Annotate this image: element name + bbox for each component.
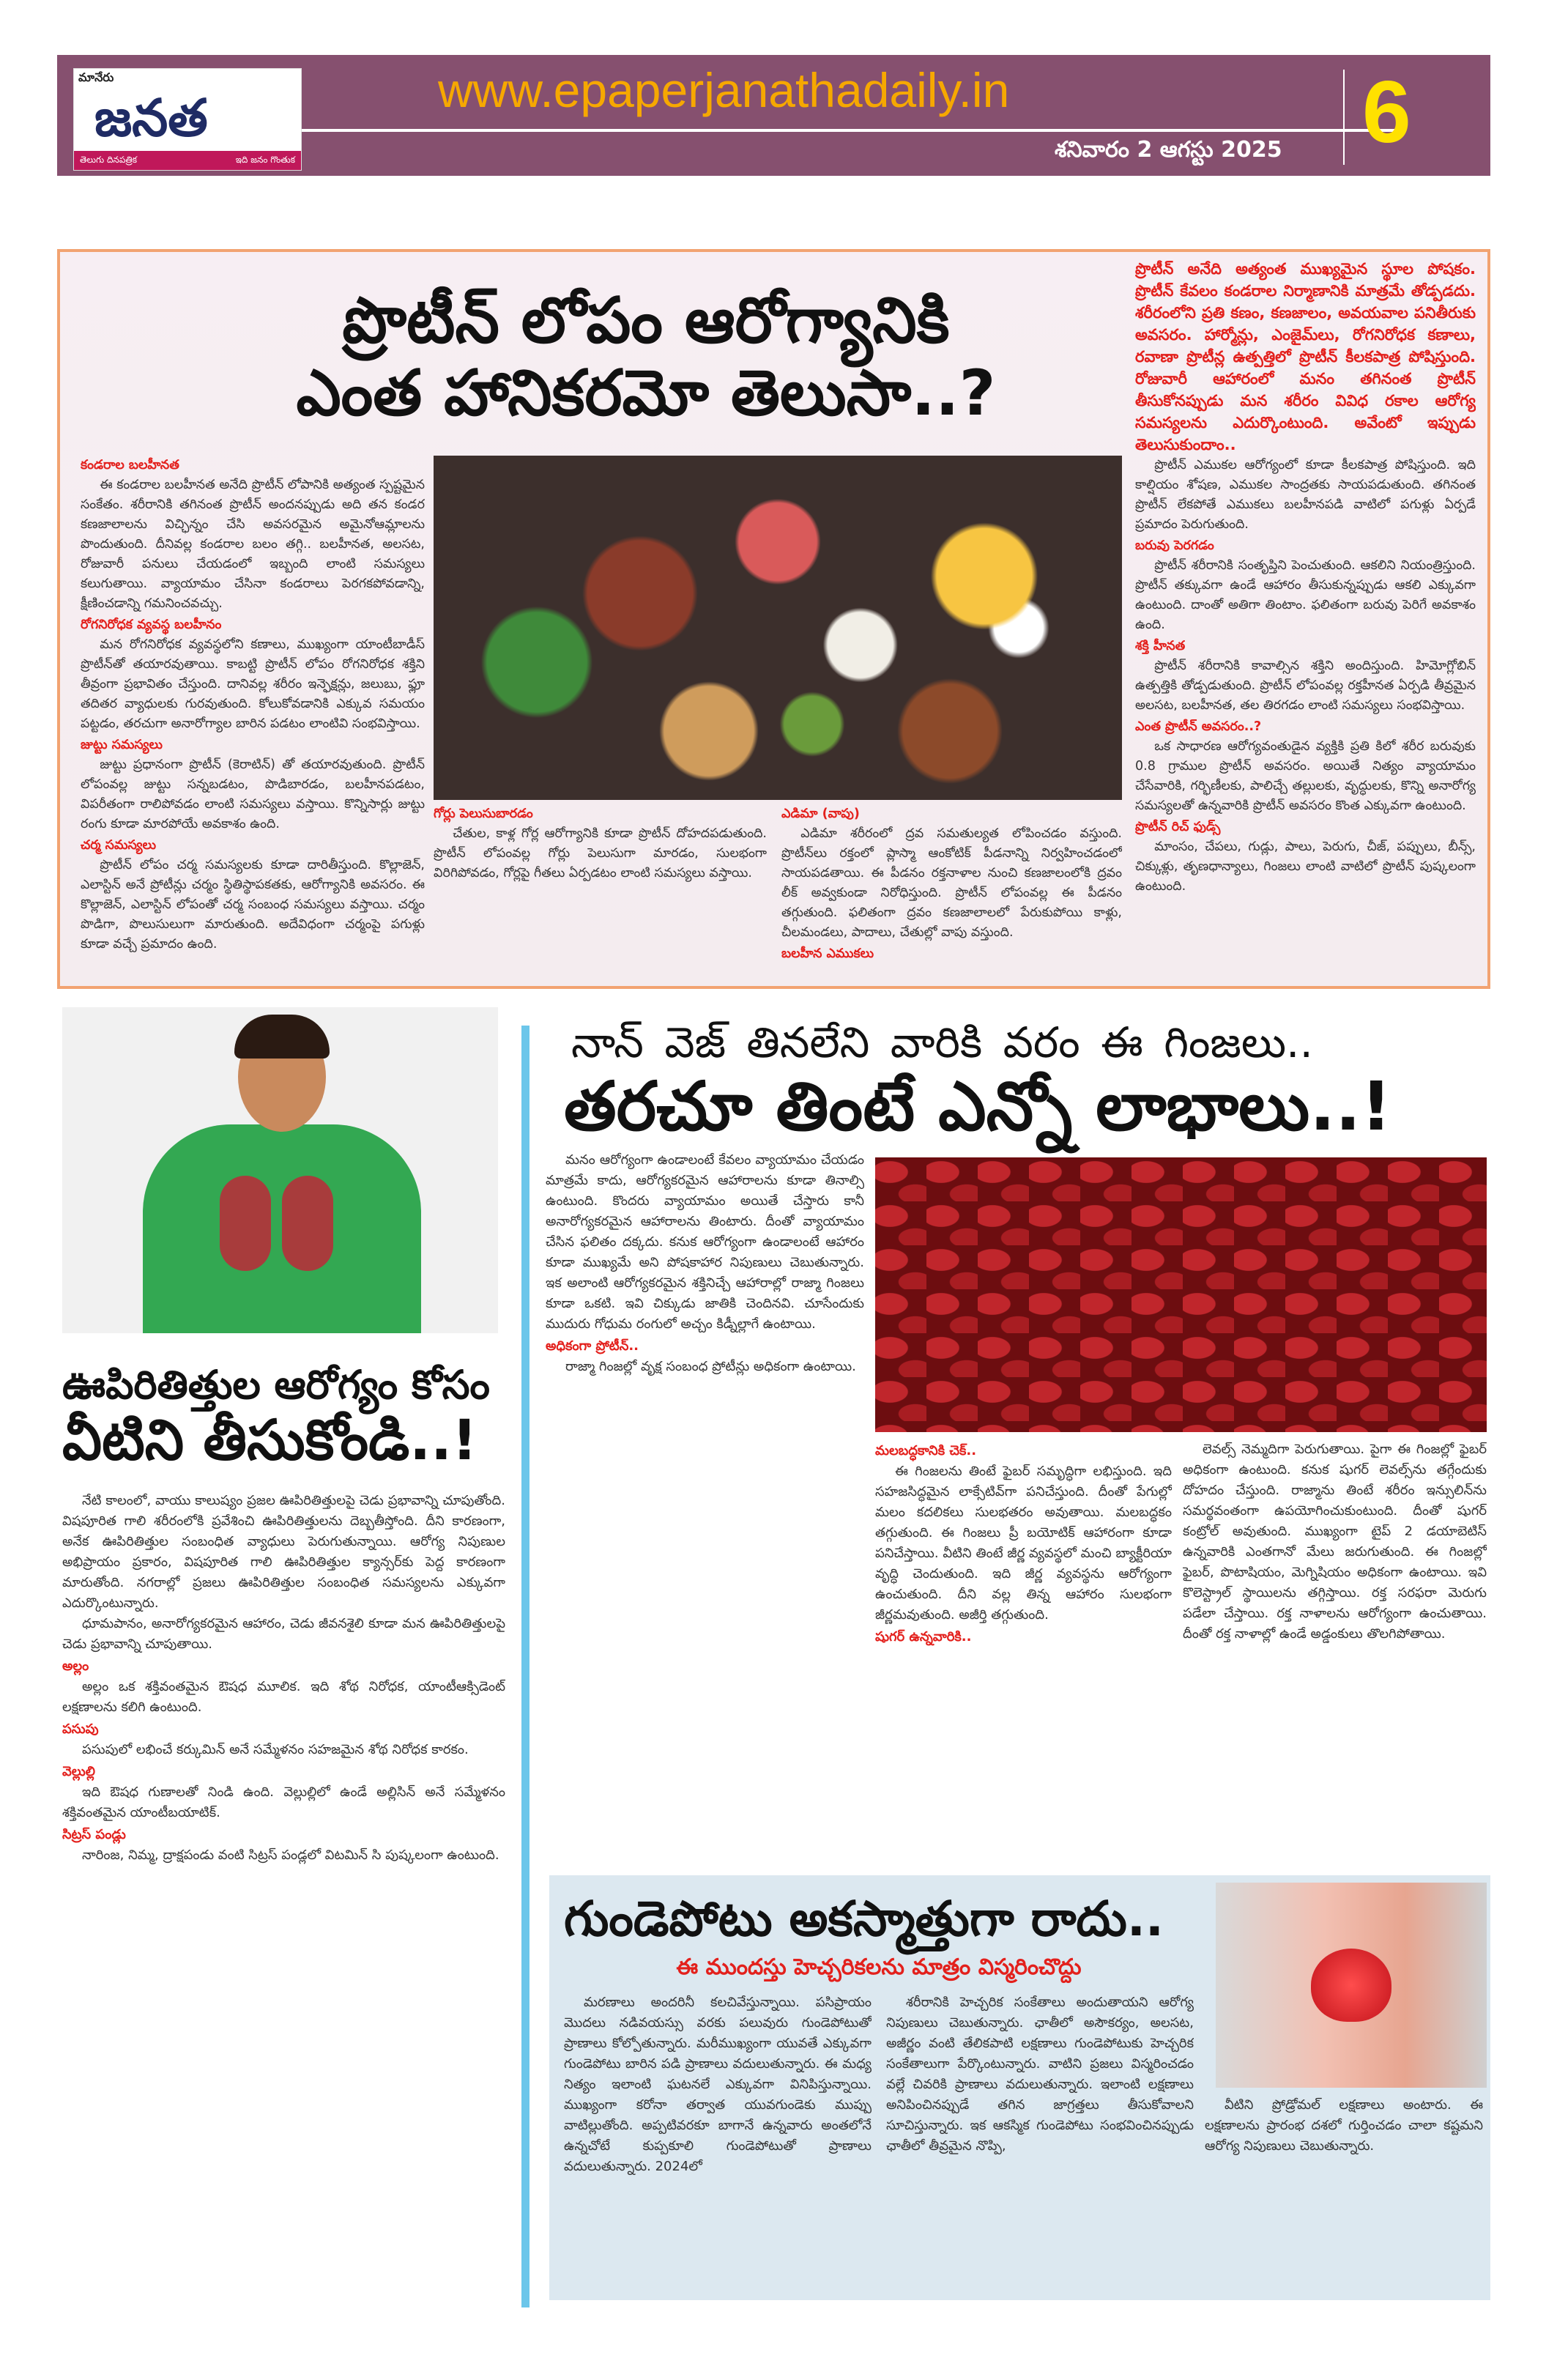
paragraph: ప్రొటీన్ శరీరానికి కావాల్సిన శక్తిని అందిస్తుంది. హిమోగ్లోబిన్ ఉత్పత్తికి తోడ్పడుతుంది. ప్రొటీన్ లోపంవల్ల రక్తహీనత ఏర్పడి తీవ్రమైన అలసట, బలహీనత, తల తిరగడం లాంటి సమస్యలు సంభవిస్తాయి. [1135,659,1476,713]
lungs-body [62,1491,505,2307]
paragraph: ప్రొటీన్ ఎముకల ఆరోగ్యంలో కూడా కీలకపాత్ర పోషిస్తుంది. ఇది కాల్షియం శోషణ, ఎముకల సాంద్రతకు సాయపడుతుంది. తగినంత ప్రొటీన్ లేకపోతే ఎముకలు బలహీనపడి వాటిలో పగుళ్లు ఏర్పడే ప్రమాదం పెరుగుతుంది. [1135,458,1476,532]
paragraph: శరీరానికి హెచ్చరిక సంకేతాలు అందుతాయని ఆరోగ్య నిపుణులు చెబుతున్నారు. ఛాతీలో అసౌకర్యం, అలసట, అజీర్ణం వంటి తేలికపాటి లక్షణాలు గుండెపోటుకు హెచ్చరిక సంకేతాలుగా పేర్కొంటున్నారు. వాటిని ప్రజలు విస్మరించడం వల్లే చివరికి ప్రాణాలు వదులుతున్నారు. ఇలాంటి లక్షణాలు అనిపించినప్పుడే తగిన జాగ్రత్తలు తీసుకోవాలని సూచిస్తున్నారు. ఇక ఆకస్మిక గుండెపోటు సంభవించినప్పుడు ఛాతీలో తీవ్రమైన నొప్పి, [886,1994,1194,2154]
paragraph: చేతుల, కాళ్ల గోర్ల ఆరోగ్యానికి కూడా ప్రొటీన్ దోహదపడుతుంది. ప్రొటీన్ లోపంవల్ల గోర్లు పెలుసుగా మారడం, సులభంగా విరిగిపోవడం, గోర్లపై గీతలు ఏర్పడటం లాంటి సమస్యలు వస్తాయి. [434,826,767,881]
beans-body [546,1150,1490,1831]
protein-headline [148,285,1144,430]
lung-icon [220,1176,271,1271]
subheading: బరువు పెరగడం [1135,538,1214,553]
protein-article [57,249,1490,989]
headline-line-2: ఎంత హానికరమో తెలుసా..? [296,356,996,430]
protein-column-2 [434,803,767,979]
lungs-article [62,1363,505,2307]
subheading: బలహీన ఎముకలు [781,946,874,961]
paragraph: ఈ కండరాల బలహీనత అనేది ప్రొటీన్ లోపానికి అత్యంత స్పష్టమైన సంకేతం. శరీరానికి తగినంత ప్రొటీన్ అందనప్పుడు అది తన కండర కణజాలాలను విచ్ఛిన్నం చేసి అవసరమైన అమైనోఆమ్లాలను పొందుతుంది. దీనివల్ల కండరాల బలం తగ్గి.. బలహీనత, అలసట, రోజువారీ పనులు చేయడంలో ఇబ్బంది లాంటి సమస్యలు కలుగుతాయి. వ్యాయామం చేసినా కండరాలు పెరగకపోవడాన్ని, క్షీణించడాన్ని గమనించవచ్చు. [81,478,425,611]
woman-holding-heart-image [1216,1883,1487,2088]
website-url[interactable]: www.epaperjanathadaily.in [438,63,1010,117]
subheading: మలబద్ధకానికి చెక్.. [875,1443,977,1458]
subheading: ఎంత ప్రొటీన్ అవసరం..? [1135,719,1262,734]
lung-icon [282,1176,333,1271]
header-vertical-divider [1343,70,1345,165]
paragraph: మాంసం, చేపలు, గుడ్లు, పాలు, పెరుగు, చీజ్, పప్పులు, బీన్స్, చిక్కుళ్లు, తృణధాన్యాలు, గింజలు లాంటి వాటిలో ప్రొటీన్ పుష్కలంగా ఉంటుంది. [1135,839,1476,894]
paragraph: లెవల్స్ నెమ్మదిగా పెరుగుతాయి. పైగా ఈ గింజల్లో ఫైబర్ అధికంగా ఉంటుంది. కనుక షుగర్ లెవల్స్‌ను తగ్గేందుకు దోహదం చేస్తుంది. రాజ్మాను తింటే శరీరం ఇన్సులిన్‌ను సమర్థవంతంగా ఉపయోగించుకుంటుంది. దీంతో షుగర్ కంట్రోల్ అవుతుంది. ముఖ్యంగా టైప్ 2 డయాబెటిస్ ఉన్నవారికి ఎంతగానో మేలు జరుగుతుంది. ఈ గింజల్లో ఫైబర్, పొటాషియం, మెగ్నిషియం అధికంగా ఉంటాయి. ఇవి కొలెస్ట్రాల్ స్థాయిలను తగ్గిస్తాయి. రక్త సరఫరా మెరుగు పడేలా చేస్తాయి. రక్త నాళాలను ఆరోగ్యంగా ఉంచుతాయి. దీంతో రక్త నాళాల్లో ఉండే అడ్డంకులు తొలగిపోతాయి. [1183,1442,1487,1642]
heart-headline: గుండెపోటు అకస్మాత్తుగా రాదు.. [564,1891,1164,1947]
subheading: ఎడిమా (వాపు) [781,807,860,821]
man-hair [234,1015,330,1059]
paragraph: ధూమపానం, అనారోగ్యకరమైన ఆహారం, చెడు జీవనశైలి కూడా మన ఊపిరితిత్తులపై చెడు ప్రభావాన్ని చూపుతాయి. [62,1616,505,1653]
page-number: 6 [1362,63,1411,161]
heart-columns [564,1992,1194,2294]
heart-column-2 [886,1992,1194,2294]
heart-column-1 [564,1992,872,2294]
logo-name: జనత [94,88,208,148]
heart-column-3 [1205,2095,1483,2293]
beans-column-3 [1183,1439,1487,1831]
subheading: శక్తి హీనత [1135,639,1186,653]
heart-icon [1311,1949,1391,2022]
heart-attack-article [549,1875,1490,2300]
subheading: పసుపు [62,1721,99,1738]
paragraph: మనం ఆరోగ్యంగా ఉండాలంటే కేవలం వ్యాయామం చేయడం మాత్రమే కాదు, ఆరోగ్యకరమైన ఆహారాలను కూడా తినాల్సి ఉంటుంది. కొందరు వ్యాయామం అయితే చేస్తారు కానీ అనారోగ్యకరమైన ఆహారాలను తింటారు. దీంతో వ్యాయామం చేసిన ఫలితం దక్కదు. కనుక ఆరోగ్యంగా ఉండాలంటే ఆహారం కూడా ముఖ్యమే అని పోషకాహార నిపుణులు చెబుతున్నారు. ఇక అలాంటి ఆరోగ్యకరమైన శక్తినిచ్చే ఆహారాల్లో రాజ్మా గింజలు కూడా ఒకటి. ఇవి చిక్కుడు జాతికి చెందినవి. చూసేందుకు ముదురు గోధుమ రంగులో అచ్చం కిడ్నీల్లాగే ఉంటాయి. [546,1152,864,1332]
headline-line-2: వీటిని తీసుకోండి..! [62,1407,477,1473]
lungs-headline [62,1363,505,1472]
beans-column-2 [875,1439,1172,1831]
masthead [57,55,1490,176]
paragraph: నారింజ, నిమ్మ, ద్రాక్షపండు వంటి సిట్రస్ పండ్లలో విటమిన్ సి పుష్కలంగా ఉంటుంది. [82,1847,499,1864]
paragraph: ఇది ఔషధ గుణాలతో నిండి ఉంది. వెల్లుల్లిలో ఉండే అల్లిసిన్ అనే సమ్మేళనం శక్తివంతమైన యాంటీబయాటిక్. [62,1784,505,1821]
paragraph: అల్లం ఒక శక్తివంతమైన ఔషధ మూలిక. ఇది శోథ నిరోధక, యాంటీఆక్సిడెంట్ లక్షణాలను కలిగి ఉంటుంది. [62,1679,505,1716]
paragraph: రాజ్మా గింజల్లో వృక్ష సంబంధ ప్రోటీన్లు అధికంగా ఉంటాయి. [565,1359,856,1374]
beans-headline-line-1: నాన్ వెజ్ తినలేని వారికి వరం ఈ గింజలు.. [571,1017,1313,1067]
subheading: షుగర్ ఉన్నవారికి.. [875,1629,972,1645]
beans-article [546,1017,1490,1831]
paragraph: ప్రొటీన్ శరీరానికి సంతృప్తిని పెంచుతుంది. ఆకలిని నియంత్రిస్తుంది. ప్రొటీన్ తక్కువగా ఉండే ఆహారం తీసుకున్నప్పుడు ఆకలి ఎక్కువగా ఉంటుంది. దాంతో అతిగా తింటాం. ఫలితంగా బరువు పెరిగే అవకాశం ఉంది. [1135,558,1476,632]
logo-tag-left: తెలుగు దినపత్రిక [80,154,138,165]
beans-headline-line-2: తరచూ తింటే ఎన్నో లాభాలు..! [564,1067,1392,1146]
paragraph: ప్రొటీన్ లోపం చర్మ సమస్యలకు కూడా దారితీస్తుంది. కొల్లాజెన్, ఎలాస్టిన్ అనే ప్రోటీన్లు చర్మం స్థితిస్థాపకతకు, ఆరోగ్యానికి అవసరం. ఈ కొల్లాజెన్, ఎలాస్టిన్ లోపంతో చర్మ సంబంధ సమస్యలు వస్తాయి. చర్మం పొడిగా, పొలుసులుగా మారుతుంది. అదేవిధంగా చర్మంపై పగుళ్లు కూడా వచ్చే ప్రమాదం ఉంది. [81,858,425,952]
protein-lead: ప్రొటీన్ అనేది అత్యంత ముఖ్యమైన స్థూల పోషకం. ప్రొటీన్ కేవలం కండరాల నిర్మాణానికి మాత్రమే తోడ్పడదు. శరీరంలోని ప్రతి కణం, కణజాలం, అవయవాల పనితీరుకు అవసరం. హార్మోన్లు, ఎంజైమ్‌లు, రోగనిరోధక కణాలు, రవాణా ప్రొటీన్ల ఉత్పత్తిలో ప్రొటీన్ కీలకపాత్ర పోషిస్తుంది. రోజువారీ ఆహారంలో మనం తగినంత ప్రొటీన్ తీసుకోనప్పుడు మన శరీరం వివిధ రకాల ఆరోగ్య సమస్యలను ఎదుర్కొంటుంది. అవేంటో ఇప్పుడు తెలుసుకుందాం.. [1135,260,1476,453]
paragraph: పసుపులో లభించే కర్కుమిన్ అనే సమ్మేళనం సహజమైన శోథ నిరోధక కారకం. [82,1742,469,1758]
newspaper-logo [73,68,302,171]
subheading: కండరాల బలహీనత [81,458,179,472]
issue-date: శనివారం 2 ఆగస్టు 2025 [1055,137,1282,163]
heart-article-main [564,1891,1194,2294]
kidney-beans-image [875,1157,1487,1432]
paragraph: జుట్టు ప్రధానంగా ప్రొటీన్ (కెరాటిన్) తో తయారవుతుంది. ప్రొటీన్ లోపంవల్ల జుట్టు సన్నబడటం, పొడిబారడం, బలహీనపడటం, విపరీతంగా రాలిపోవడం లాంటి సమస్యలు వస్తాయి. కొన్నిసార్లు జుట్టు రంగు కూడా మారపోయే అవకాశం ఉంది. [81,757,425,831]
paragraph: ఈ గింజలను తింటే ఫైబర్ సమృద్ధిగా లభిస్తుంది. ఇది సహజసిద్ధమైన లాక్సేటివ్‌గా పనిచేస్తుంది. దీంతో పేగుల్లో మలం కదలికలు సులభతరం అవుతాయి. మలబద్ధకం తగ్గుతుంది. ఈ గింజలు ప్రీ బయోటిక్ ఆహారంగా కూడా పనిచేస్తాయి. వీటిని తింటే జీర్ణ వ్యవస్థలో మంచి బ్యాక్టీరియా వృద్ధి చెందుతుంది. ఇది జీర్ణ వ్యవస్థను ఆరోగ్యంగా ఉంచుతుంది. దీని వల్ల తిన్న ఆహారం సులభంగా జీర్ణమవుతుంది. అజీర్తి తగ్గుతుంది. [875,1464,1172,1623]
subheading: వెల్లుల్లి [62,1764,95,1780]
protein-foods-image [434,456,1122,800]
headline-line-1: ఊపిరితిత్తుల ఆరోగ్యం కోసం [62,1362,490,1408]
paragraph: ఎడిమా శరీరంలో ద్రవ సమతుల్యత లోపించడం వస్తుంది. ప్రొటీన్‌లు రక్తంలో ప్లాస్మా ఆంకోటిక్ పీడనాన్ని నిర్వహించడంలో సాయపడతాయి. ఈ పీడనం రక్తనాళాల నుంచి కణజాలంలోకి ద్రవం లీక్ అవ్వకుండా నిరోధిస్తుంది. ప్రొటీన్ లోపంవల్ల ఈ పీడనం తగ్గుతుంది. ఫలితంగా ద్రవం కణజాలాలలో పేరుకుపోయి కాళ్లు, చీలమండలు, పాదాలు, చేతుల్లో వాపు వస్తుంది. [781,826,1122,940]
beans-column-1 [546,1150,864,1831]
protein-column-1 [81,454,425,967]
column-divider-bar [521,1026,529,2307]
subheading: ప్రొటీన్ రిచ్ ఫుడ్స్ [1135,820,1221,834]
logo-tagline-strip [74,151,301,170]
man-coughing-lungs-image [62,1007,498,1333]
subheading: జుట్టు సమస్యలు [81,738,163,752]
paragraph: నేటి కాలంలో, వాయు కాలుష్యం ప్రజల ఊపిరితిత్తులపై చెడు ప్రభావాన్ని చూపుతోంది. విషపూరిత గాలి శరీరంలోకి ప్రవేశించి ఊపిరితిత్తులను దెబ్బతీస్తోంది. దీని కారణంగా, అనేక ఊపిరితిత్తుల సంబంధిత వ్యాధులు పెరుగుతున్నాయి. ఆరోగ్య నిపుణుల అభిప్రాయం ప్రకారం, విషపూరిత గాలి ఊపిరితిత్తుల క్యాన్సర్‌కు పెద్ద కారణంగా మారుతోంది. నగరాల్లో ప్రజలు ఊపిరితిత్తుల సంబంధిత సమస్యలను ఎక్కువగా ఎదుర్కొంటున్నారు. [62,1493,505,1612]
paragraph: మరణాలు అందరినీ కలచివేస్తున్నాయి. పసిప్రాయం మొదలు నడివయస్సు వరకు పలువురు గుండెపోటుతో ప్రాణాలు కోల్పోతున్నారు. మరీముఖ్యంగా యువతే ఎక్కువగా గుండెపోటు బారిన పడి ప్రాణాలు వదులుతున్నారు. ఈ మధ్య నిత్యం ఇలాంటి ఘటనలే ఎక్కువగా వినిపిస్తున్నాయి. ముఖ్యంగా కరోనా తర్వాత యువగుండెకు ముప్పు వాటిల్లుతోంది. అప్పటివరకూ బాగానే ఉన్నవారు అంతలోనే ఉన్నచోటే కుప్పకూలి గుండెపోటుతో ప్రాణాలు వదులుతున్నారు. 2024లో [564,1994,872,2174]
heart-subheadline: ఈ ముందస్తు హెచ్చరికలను మాత్రం విస్మరించొద్దు [676,1954,1082,1980]
headline-line-1: ప్రొటీన్ లోపం ఆరోగ్యానికి [342,284,950,357]
subheading: గోర్లు పెలుసుబారడం [434,807,533,821]
subheading: రోగనిరోధక వ్యవస్థ బలహీనం [81,618,222,632]
logo-prefix: మానేరు [78,70,114,84]
paragraph: ఒక సాధారణ ఆరోగ్యవంతుడైన వ్యక్తికి ప్రతి కిలో శరీర బరువుకు 0.8 గ్రాముల ప్రొటీన్ అవసరం. అయితే నిత్యం వ్యాయామం చేసేవారికి, గర్భిణీలకు, పాలిచ్చే తల్లులకు, వృద్ధులకు, కొన్ని అనారోగ్య సమస్యలతో ఉన్నవారికి ప్రొటీన్ అవసరం కొంత ఎక్కువగా ఉంటుంది. [1135,739,1476,813]
subheading: చర్మ సమస్యలు [81,838,157,853]
subheading: సిట్రస్ పండ్లు [62,1827,126,1843]
paragraph: వీటిని ప్రోడ్రోమల్ లక్షణాలు అంటారు. ఈ లక్షణాలను ప్రారంభ దశలో గుర్తించడం చాలా కష్టమని ఆరోగ్య నిపుణులు చెబుతున్నారు. [1205,2097,1483,2154]
subheading: అల్లం [62,1658,89,1675]
header-divider [302,129,1400,132]
protein-column-3 [781,803,1122,979]
protein-column-4 [1135,258,1476,968]
paragraph: మన రోగనిరోధక వ్యవస్థలోని కణాలు, ముఖ్యంగా యాంటీబాడీస్ ప్రొటీన్‌తో తయారవుతాయి. కాబట్టి ప్రొటీన్ లోపం రోగనిరోధక శక్తిని తీవ్రంగా ప్రభావితం చేస్తుంది. దానివల్ల శరీరం ఇన్ఫెక్షన్లు, జలుబు, ఫ్లూ తదితర వ్యాధులకు గురవుతుంది. కోలుకోవడానికి ఎక్కువ సమయం పట్టడం, తరచుగా అనారోగ్యాల బారిన పడటం లాంటివి సంభవిస్తాయి. [81,637,425,731]
subheading: అధికంగా ప్రోటీన్.. [546,1338,639,1354]
logo-tag-right: ఇది జనం గొంతుక [235,154,295,165]
